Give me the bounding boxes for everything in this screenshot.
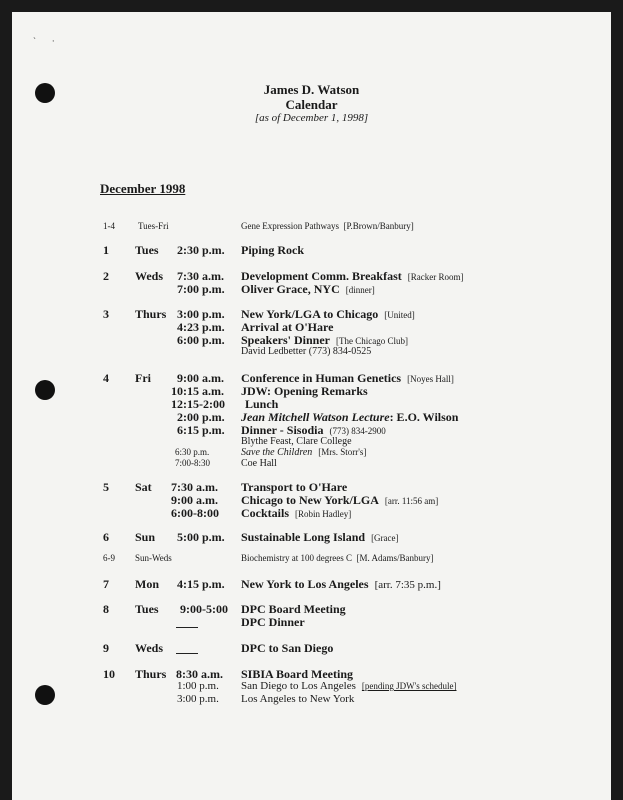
entry-event: New York to Los Angeles [arr. 7:35 p.m.]	[241, 577, 441, 591]
entry-weekday: Tues-Fri	[138, 221, 169, 231]
entry-weekday: Weds	[135, 641, 164, 655]
entry-day: 1	[103, 243, 109, 257]
punch-hole	[35, 380, 55, 400]
entry-event: Dinner - Sisodia (773) 834-2900	[241, 423, 386, 437]
entry-weekday: Fri	[135, 371, 151, 385]
entry-time: 2:00 p.m.	[177, 410, 225, 424]
entry-time: 6:30 p.m.	[175, 447, 210, 457]
entry-event: New York/LGA to Chicago [United]	[241, 307, 415, 321]
entry-weekday: Sun-Weds	[135, 553, 172, 563]
entry-time: 6:15 p.m.	[177, 423, 225, 437]
entry-time: 3:00 p.m.	[177, 307, 225, 321]
entry-event: Piping Rock	[241, 243, 305, 257]
entry-event: Cocktails [Robin Hadley]	[241, 506, 352, 520]
entry-event: DPC to San Diego	[241, 641, 334, 655]
entry-weekday: Sun	[135, 530, 156, 544]
entry-event: Chicago to New York/LGA [arr. 11:56 am]	[241, 493, 439, 507]
entry-day: 4	[103, 371, 109, 385]
entry-time: 3:00 p.m.	[177, 693, 219, 705]
entry-time: 4:23 p.m.	[177, 320, 225, 334]
speck-mark: ˋ ·	[33, 36, 55, 46]
entry-event: JDW: Opening Remarks	[241, 384, 368, 398]
entry-event: Save the Children [Mrs. Storr's]	[241, 447, 367, 458]
entry-weekday: Weds	[135, 269, 164, 283]
entry-day: 9	[103, 641, 109, 655]
entry-event: Conference in Human Genetics [Noyes Hall]	[241, 371, 454, 385]
entry-day: 3	[103, 307, 109, 321]
entry-time: 9:00 a.m.	[171, 493, 218, 507]
entry-weekday: Thurs	[135, 667, 167, 681]
entry-event: DPC Board Meeting	[241, 602, 346, 616]
entry-event: San Diego to Los Angeles [pending JDW's schedule]	[241, 680, 457, 692]
time-blank	[176, 641, 198, 659]
entry-time: 6:00 p.m.	[177, 333, 225, 347]
entry-day: 6-9	[103, 553, 115, 563]
entry-day: 1-4	[103, 221, 115, 231]
entry-event: Sustainable Long Island [Grace]	[241, 530, 399, 544]
entry-time: 7:30 a.m.	[177, 269, 224, 283]
entry-time: 10:15 a.m.	[171, 384, 224, 398]
entry-time: 4:15 p.m.	[177, 577, 225, 591]
entry-event: Transport to O'Hare	[241, 480, 348, 494]
calendar-owner: James D. Watson	[263, 82, 360, 97]
entry-event: Blythe Feast, Clare College	[241, 436, 352, 447]
entry-weekday: Thurs	[135, 307, 167, 321]
entry-time: 7:00 p.m.	[177, 282, 225, 296]
entry-event: Arrival at O'Hare	[241, 320, 334, 334]
entry-event: Speakers' Dinner [The Chicago Club]	[241, 333, 408, 347]
entry-time: 9:00-5:00	[180, 602, 228, 616]
entry-event: Coe Hall	[241, 458, 277, 469]
entry-day: 10	[103, 667, 115, 681]
entry-weekday: Mon	[135, 577, 159, 591]
entry-time: 1:00 p.m.	[177, 680, 219, 692]
entry-weekday: Tues	[135, 243, 159, 257]
punch-hole	[35, 685, 55, 705]
entry-time: 12:15-2:00	[171, 397, 225, 411]
entry-time: 8:30 a.m.	[176, 667, 223, 681]
entry-event: Lunch	[245, 397, 279, 411]
entry-event: Development Comm. Breakfast [Racker Room]	[241, 269, 464, 283]
entry-event: Jean Mitchell Watson Lecture: E.O. Wilson	[241, 410, 459, 424]
entry-day: 2	[103, 269, 109, 283]
entry-event: Los Angeles to New York	[241, 693, 355, 705]
entry-day: 5	[103, 480, 109, 494]
entry-time: 5:00 p.m.	[177, 530, 225, 544]
entry-time: 2:30 p.m.	[177, 243, 225, 257]
entry-time: 6:00-8:00	[171, 506, 219, 520]
entry-event: Gene Expression Pathways [P.Brown/Banbury]	[241, 221, 414, 231]
entry-event: Oliver Grace, NYC [dinner]	[241, 282, 375, 296]
entry-event: Biochemistry at 100 degrees C [M. Adams/Banbury]	[241, 553, 434, 563]
calendar-title: Calendar	[285, 97, 338, 112]
entry-weekday: Tues	[135, 602, 159, 616]
entry-event: David Ledbetter (773) 834-0525	[241, 346, 372, 357]
time-blank	[176, 615, 198, 633]
entry-day: 6	[103, 530, 109, 544]
entry-event: DPC Dinner	[241, 615, 305, 629]
month-heading: December 1998	[100, 181, 186, 196]
entry-weekday: Sat	[135, 480, 152, 494]
entry-event: SIBIA Board Meeting	[241, 667, 354, 681]
entry-time: 7:30 a.m.	[171, 480, 218, 494]
entry-time: 9:00 a.m.	[177, 371, 224, 385]
entry-day: 7	[103, 577, 109, 591]
entry-time: 7:00-8:30	[175, 458, 210, 468]
entry-day: 8	[103, 602, 109, 616]
as-of-date: [as of December 1, 1998]	[254, 112, 369, 124]
